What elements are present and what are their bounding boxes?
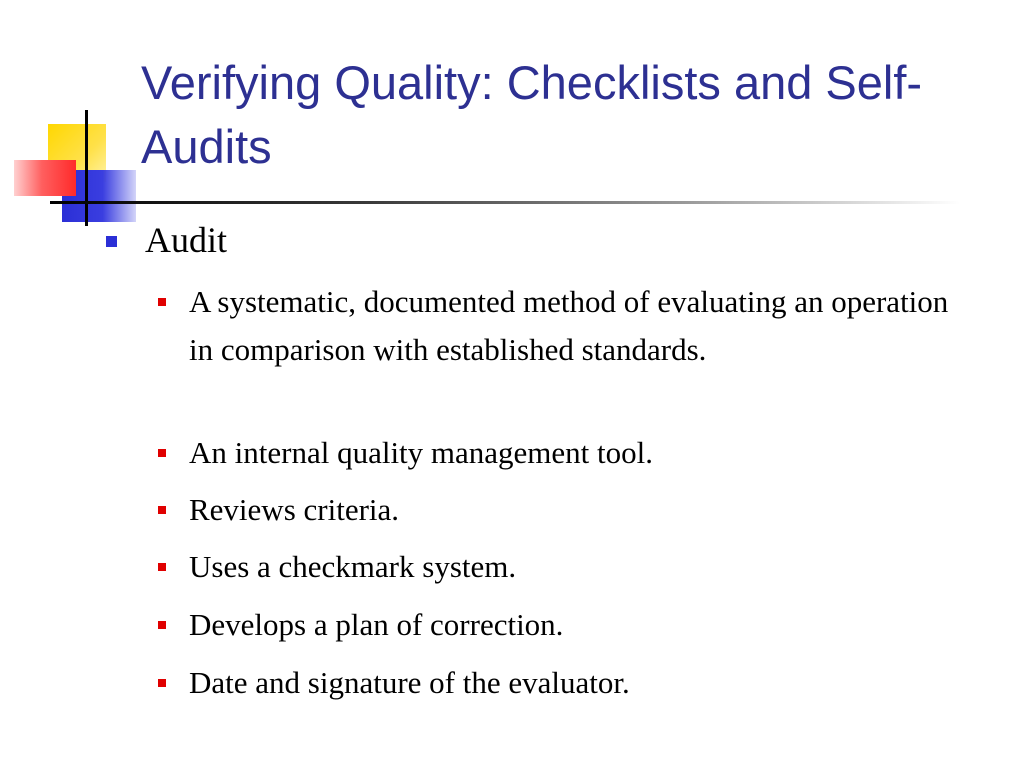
sub-bullet-text: Reviews criteria. bbox=[189, 492, 400, 527]
sub-bullet-text: Develops a plan of correction. bbox=[189, 607, 564, 642]
sub-bullet-text: Date and signature of the evaluator. bbox=[189, 665, 630, 700]
sub-bullet-text: Uses a checkmark system. bbox=[189, 549, 517, 584]
red-square-bullet-icon bbox=[158, 679, 166, 687]
sub-bullet-item bbox=[158, 601, 958, 649]
red-square-bullet-icon bbox=[158, 506, 166, 514]
red-square-bullet-icon bbox=[158, 298, 166, 306]
sub-bullet-item bbox=[158, 429, 958, 477]
main-bullet-text: Audit bbox=[145, 220, 228, 260]
slide-title: Verifying Quality: Checklists and Self-Audits bbox=[141, 56, 923, 173]
sub-bullet-text: A systematic, documented method of evaluating an operation in comparison with established standards. bbox=[189, 284, 949, 367]
red-square-bullet-icon bbox=[158, 621, 166, 629]
sub-bullet-text: An internal quality management tool. bbox=[189, 435, 654, 470]
red-square-bullet-icon bbox=[158, 449, 166, 457]
red-square-bullet-icon bbox=[158, 563, 166, 571]
sub-bullet-item bbox=[158, 659, 958, 707]
blue-square-bullet-icon bbox=[106, 236, 117, 247]
sub-bullet-item bbox=[158, 543, 958, 591]
sub-bullet-item bbox=[158, 486, 958, 534]
sub-bullet-item bbox=[158, 278, 958, 374]
